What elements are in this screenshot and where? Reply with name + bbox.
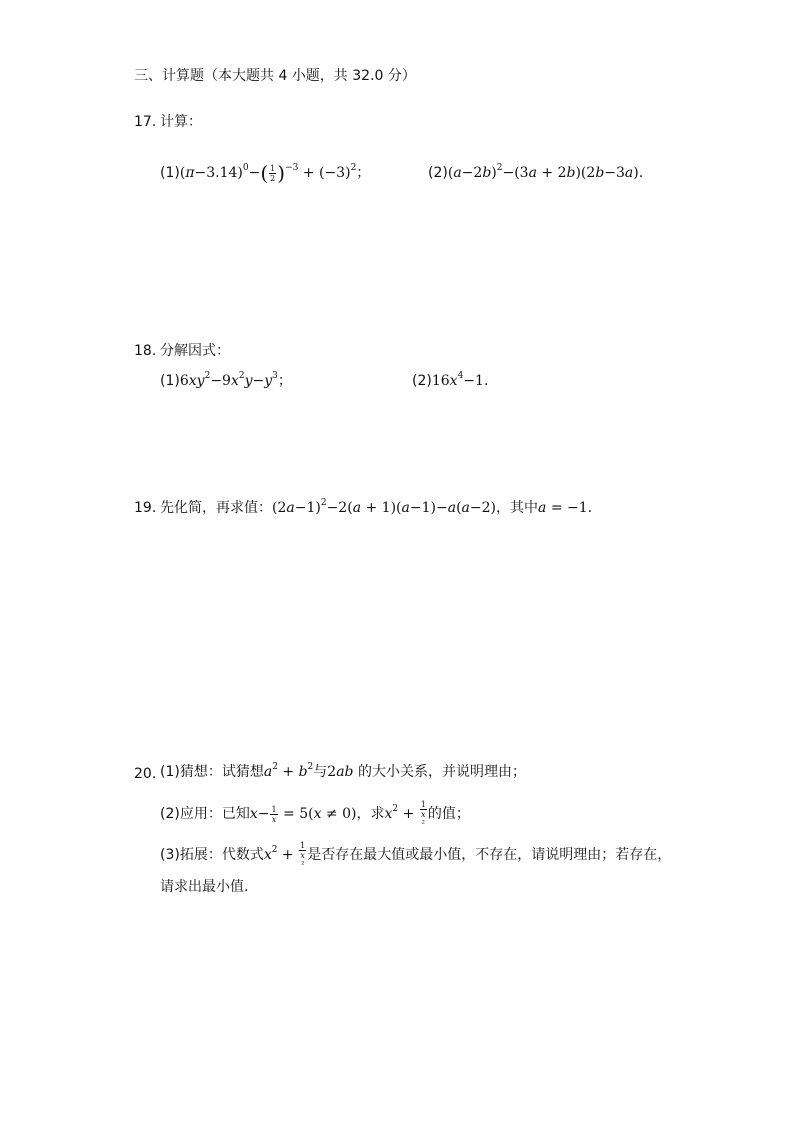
question-17-part-1-label: (1) (160, 165, 180, 181)
question-20-part-2-label: (2)应用：已知 (160, 806, 250, 822)
question-19-stem-end: . (587, 500, 593, 516)
question-18-part-1-expression: $6xy^2-9x^2y-y^3$； (179, 371, 292, 389)
question-18-part-1 (160, 371, 292, 391)
question-18-part-2-label: (2) (412, 373, 432, 389)
question-19-stem-prefix: 先化简，再求值： (160, 500, 272, 516)
question-18-part-2 (412, 371, 488, 391)
question-20-part-2-expr: $x^2$ + 1 x ² (384, 800, 426, 828)
question-20-part-1-mid: 与 (313, 764, 328, 780)
question-20-part-3-end: 是否存在最大值或最小值，不存在，请说明理由；若存在， (307, 847, 672, 863)
question-19-condition: a = −1 (538, 500, 588, 516)
question-18-part-2-expression: $16x^4-1$. (431, 371, 489, 389)
question-20-number: 20. (134, 766, 157, 782)
question-18-number: 18. (134, 343, 157, 359)
question-20-part-1-end: 的大小关系，并说明理由； (357, 764, 526, 780)
question-17-stem: 计算： (160, 114, 202, 130)
question-20-part-3 (160, 841, 671, 869)
question-17-part-2-label: (2) (428, 165, 448, 181)
question-20-part-1-expr-a: $a^2 + b^2$ (263, 762, 314, 780)
question-20-part-2-end: 的值； (427, 806, 470, 822)
question-19-expression: $(2a-1)^2-2(a + 1)(a-1)-a(a-2)$ (272, 498, 497, 516)
question-20-part-3-line-2: 请求出最小值. (160, 879, 249, 895)
question-17-part-2-expression: $(a-2b)^2-(3a + 2b)(2b-3a)$. (447, 163, 644, 181)
question-20-part-1-expr-b: 2ab (327, 764, 354, 780)
question-20-part-3-expr: $x^2$ + 1 x ² (263, 841, 306, 869)
question-20-part-3-label: (3)拓展：代数式 (160, 847, 264, 863)
question-18-part-1-label: (1) (160, 373, 180, 389)
question-20-part-2 (160, 800, 470, 828)
question-20-part-1-label: (1)猜想：试猜想 (160, 764, 264, 780)
question-19-stem (160, 498, 592, 518)
question-20-part-2-condition: x− $\frac{1}{x}$ = 5(x ≠ 0) (249, 804, 357, 824)
question-19-stem-middle: ，其中 (496, 500, 539, 516)
question-18-stem: 分解因式： (160, 343, 230, 359)
question-20-part-1 (160, 762, 526, 782)
question-17-part-1-expression: $(\pi-3.14)^0-$( $\frac{1}{2}$ )$^{-3} + (-3)^2$； (179, 161, 371, 185)
question-19-number: 19. (134, 500, 157, 516)
question-17-part-1 (160, 163, 370, 183)
section-title: 三、计算题（本大题共 4 小题，共 32.0 分） (134, 68, 416, 84)
question-20-part-2-mid: ，求 (356, 806, 385, 822)
question-17-number: 17. (134, 114, 157, 130)
question-17-part-2 (428, 163, 643, 183)
